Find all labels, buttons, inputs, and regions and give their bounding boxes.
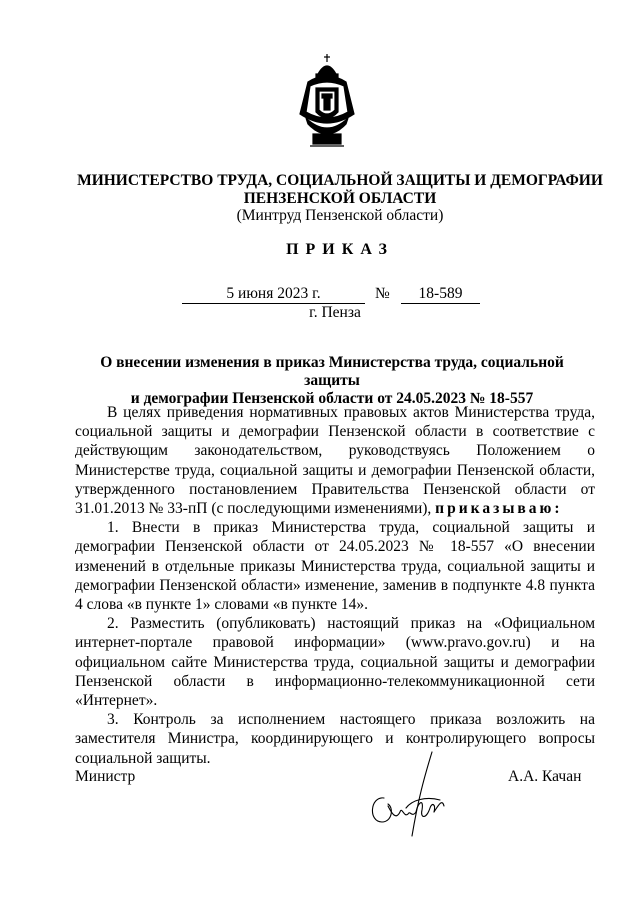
order-number: 18-589 xyxy=(401,285,480,304)
ministry-short-name: (Минтруд Пензенской области) xyxy=(236,207,444,224)
order-city: г. Пенза xyxy=(309,304,361,321)
item-1: 1. Внести в приказ Министерства труда, социальной защиты и демографии Пензенской области от 24.05.2023 № 18-557 «О внесении изменений в отдельные приказы Министерства труда, социальной защиты и демографии Пензенской области» изменение, заменив в подпункте 4.8 пункта 4 слова «в пункте 1» словами «в пункте 14». xyxy=(75,519,595,614)
item-3: 3. Контроль за исполнением настоящего приказа возложить на заместителя Министра, координирующего и контролирующего вопросы социальной защиты. xyxy=(75,711,595,767)
preamble-text: В целях приведения нормативных правовых актов Министерства труда, социальной защиты и демографии Пензенской области в соответствие с действующим законодательством, руководствуясь Положением о Министерстве труда, социальной защиты и демографии Пензенской области, утвержденного постановлением Правительства Пензенской области от 31.01.2013 № 33-пП (с последующими изменениями), xyxy=(75,404,595,518)
document-type-title: ПРИКАЗ xyxy=(286,241,394,258)
ministry-name-line1: МИНИСТЕРСТВО ТРУДА, СОЦИАЛЬНОЙ ЗАЩИТЫ И ДЕМОГРАФИИ xyxy=(77,172,603,189)
order-body xyxy=(75,403,595,768)
item-2: 2. Разместить (опубликовать) настоящий приказ на «Официальном интернет-портале правовой информации» (www.pravo.gov.ru) и на официальном сайте Министерства труда, социальной защиты и демографии Пензенской области в информационно-телекоммуникационной сети «Интернет». xyxy=(75,615,595,710)
signatory-position: Министр xyxy=(75,768,136,785)
coat-of-arms-icon xyxy=(296,52,358,152)
order-date: 5 июня 2023 г. xyxy=(182,285,365,304)
ministry-name-line2: ПЕНЗЕНСКОЙ ОБЛАСТИ xyxy=(243,190,437,207)
number-sign: № xyxy=(375,285,390,302)
order-subject-line2: и демографии Пензенской области от 24.05.2023 № 18-557 xyxy=(130,390,534,407)
order-subject xyxy=(72,354,592,408)
signatory-name: А.А. Качан xyxy=(508,768,582,785)
order-subject-line1: О внесении изменения в приказ Министерства труда, социальной защиты xyxy=(100,354,564,389)
order-word: приказываю: xyxy=(435,500,563,518)
handwritten-signature-icon xyxy=(362,748,472,840)
preamble-paragraph xyxy=(75,403,595,518)
